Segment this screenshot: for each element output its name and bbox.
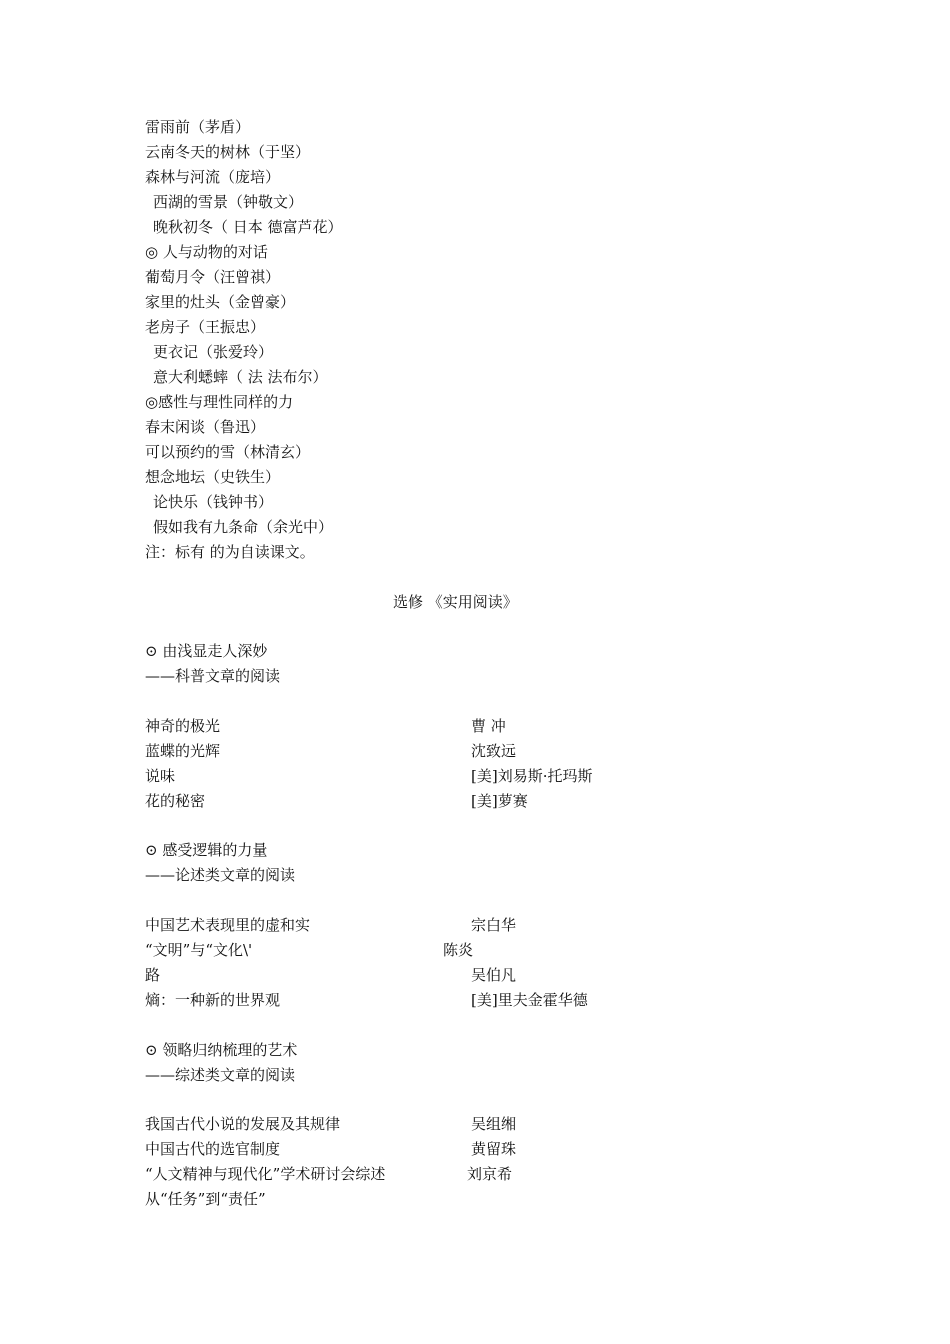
list-item: 云南冬天的树林（于坚） (145, 143, 311, 161)
list-item: 家里的灶头（金曾豪） (145, 293, 296, 311)
list-item: 森林与河流（庞培） (145, 168, 281, 186)
list-item: 葡萄月令（汪曾祺） (145, 268, 281, 286)
article-title: 我国古代小说的发展及其规律 (145, 1115, 341, 1133)
list-item: 可以预约的雪（林清玄） (145, 443, 311, 461)
list-item: 老房子（王振忠） (145, 318, 266, 336)
list-item: 雷雨前（茅盾） (145, 118, 251, 136)
list-item: 更衣记（张爱玲） (153, 343, 274, 361)
section-heading: ◎ 人与动物的对话 (145, 243, 268, 261)
article-author: 黄留珠 (471, 1140, 517, 1158)
article-title: 熵：一种新的世界观 (145, 991, 281, 1009)
article-author: 陈炎 (443, 941, 474, 959)
article-author: 吴伯凡 (471, 966, 517, 984)
article-author: [美]里夫金霍华德 (471, 991, 588, 1009)
article-title: 神奇的极光 (145, 717, 221, 735)
article-title: 花的秘密 (145, 792, 206, 810)
article-author: 吴组缃 (471, 1115, 517, 1133)
elective-title: 选修 《实用阅读》 (393, 593, 518, 611)
article-title: 路 (145, 966, 161, 984)
note: 注：标有 的为自读课文。 (145, 543, 315, 561)
article-title: 中国古代的选官制度 (145, 1140, 281, 1158)
unit-subheading: ——综述类文章的阅读 (145, 1066, 296, 1084)
unit-heading: ⊙ 感受逻辑的力量 (145, 841, 268, 859)
article-author: 曹 冲 (471, 717, 506, 735)
list-item: 晚秋初冬（ 日本 德富芦花） (153, 218, 343, 236)
article-title: “人文精神与现代化”学术研讨会综述 (145, 1165, 386, 1183)
article-author: 刘京希 (467, 1165, 513, 1183)
unit-subheading: ——论述类文章的阅读 (145, 866, 296, 884)
list-item: 西湖的雪景（钟敬文） (153, 193, 304, 211)
article-author: [美]萝赛 (471, 792, 528, 810)
article-author: 沈致远 (471, 742, 517, 760)
section-heading: ◎感性与理性同样的力 (145, 393, 294, 411)
article-author: 宗白华 (471, 916, 517, 934)
article-title: 说味 (145, 767, 176, 785)
article-title: 从“任务”到“责任” (145, 1190, 266, 1208)
list-item: 想念地坛（史铁生） (145, 468, 281, 486)
article-title: 中国艺术表现里的虚和实 (145, 916, 311, 934)
unit-heading: ⊙ 领略归纳梳理的艺术 (145, 1041, 298, 1059)
list-item: 假如我有九条命（余光中） (153, 518, 334, 536)
list-item: 论快乐（钱钟书） (153, 493, 274, 511)
unit-subheading: ——科普文章的阅读 (145, 667, 281, 685)
list-item: 意大利蟋蟀（ 法 法布尔） (153, 368, 328, 386)
list-item: 春末闲谈（鲁迅） (145, 418, 266, 436)
article-title: 蓝蝶的光辉 (145, 742, 221, 760)
unit-heading: ⊙ 由浅显走人深妙 (145, 642, 268, 660)
article-title: “文明”与“文化\' (145, 941, 253, 959)
article-author: [美]刘易斯·托玛斯 (471, 767, 593, 785)
